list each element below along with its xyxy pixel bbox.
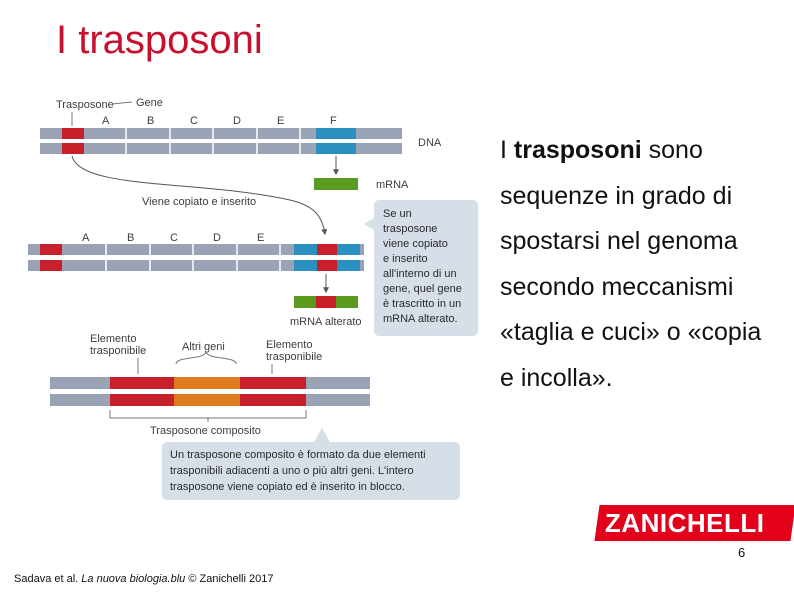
label-mrna: mRNA bbox=[376, 179, 409, 191]
callout2-line: trasponibili adiacenti a uno o più altri geni. L'intero bbox=[170, 465, 414, 477]
zanichelli-logo bbox=[594, 505, 794, 541]
page-number: 6 bbox=[738, 545, 746, 560]
inserted-transposon bbox=[317, 244, 337, 255]
callout1-line: e inserito bbox=[383, 253, 428, 265]
logo-text: ZANICHELLI bbox=[605, 507, 765, 538]
label-gene: Gene bbox=[136, 97, 163, 109]
credit-publisher: © Zanichelli 2017 bbox=[185, 573, 274, 585]
callout-composite bbox=[162, 428, 460, 500]
body-bold-term: trasposoni bbox=[513, 136, 642, 164]
slide-title: I trasposoni bbox=[56, 18, 263, 62]
body-pre: I bbox=[500, 136, 514, 164]
label-elemento-right: Elemento bbox=[266, 339, 313, 351]
label-elemento-right: trasponibile bbox=[266, 351, 323, 363]
mrna-bar bbox=[314, 178, 358, 190]
gene-letter-d: D bbox=[213, 232, 221, 244]
gene-letter-a: A bbox=[82, 232, 90, 244]
callout-gene-insertion bbox=[364, 200, 478, 336]
credit-authors: Sadava et al. bbox=[14, 573, 82, 585]
callout1-line: Se un bbox=[383, 208, 412, 220]
label-mrna-alterato: mRNA alterato bbox=[290, 316, 362, 328]
copy-insert-arrow bbox=[72, 156, 325, 234]
callout1-line: trasposone bbox=[383, 223, 438, 235]
gene-letter-a: A bbox=[102, 115, 110, 127]
callout1-line: gene, quel gene bbox=[383, 283, 462, 295]
credit-book-title: La nuova biologia.blu bbox=[81, 573, 186, 585]
label-composito: Trasposone composito bbox=[150, 425, 261, 437]
dna-strand-composite bbox=[50, 377, 370, 406]
credit-line bbox=[14, 573, 273, 585]
gene-letter-e: E bbox=[277, 115, 285, 127]
callout1-line: mRNA alterato. bbox=[383, 313, 458, 325]
mrna-altered-bar bbox=[294, 296, 358, 308]
label-elemento-left: trasponibile bbox=[90, 345, 147, 357]
gene-letter-c: C bbox=[170, 232, 178, 244]
gene-letter-c: C bbox=[190, 115, 198, 127]
callout1-line: viene copiato bbox=[383, 238, 448, 250]
gene-letter-b: B bbox=[127, 232, 135, 244]
label-trasposone: Trasposone bbox=[56, 99, 114, 111]
dna-strand-original bbox=[40, 128, 402, 154]
gene-f-segment bbox=[316, 128, 356, 139]
label-dna: DNA bbox=[418, 137, 442, 149]
composite-brace bbox=[110, 410, 306, 422]
gene-letter-b: B bbox=[147, 115, 155, 127]
callout1-line: è trascritto in un bbox=[383, 298, 462, 310]
callout1-line: all'interno di un bbox=[383, 268, 457, 280]
callout2-line: trasposone viene copiato ed è inserito in blocco. bbox=[170, 481, 405, 493]
transposon-segment bbox=[62, 128, 84, 139]
gene-letter-e: E bbox=[257, 232, 265, 244]
gene-letter-d: D bbox=[233, 115, 241, 127]
body-rest: sono sequenze in grado di spostarsi nel genoma secondo meccanismi «taglia e cuci» o «copia e incolla». bbox=[500, 136, 762, 392]
gene-letter-f: F bbox=[330, 115, 337, 127]
body-text bbox=[500, 128, 780, 401]
gene-pointer bbox=[112, 102, 132, 104]
composite-pointers bbox=[138, 352, 272, 374]
label-elemento-left: Elemento bbox=[90, 333, 137, 345]
callout2-line: Un trasposone composito è formato da due elementi bbox=[170, 449, 426, 461]
label-viene-copiato: Viene copiato e inserito bbox=[142, 196, 257, 208]
label-altri-geni: Altri geni bbox=[182, 341, 225, 353]
dna-strand-after-insertion bbox=[28, 244, 364, 271]
